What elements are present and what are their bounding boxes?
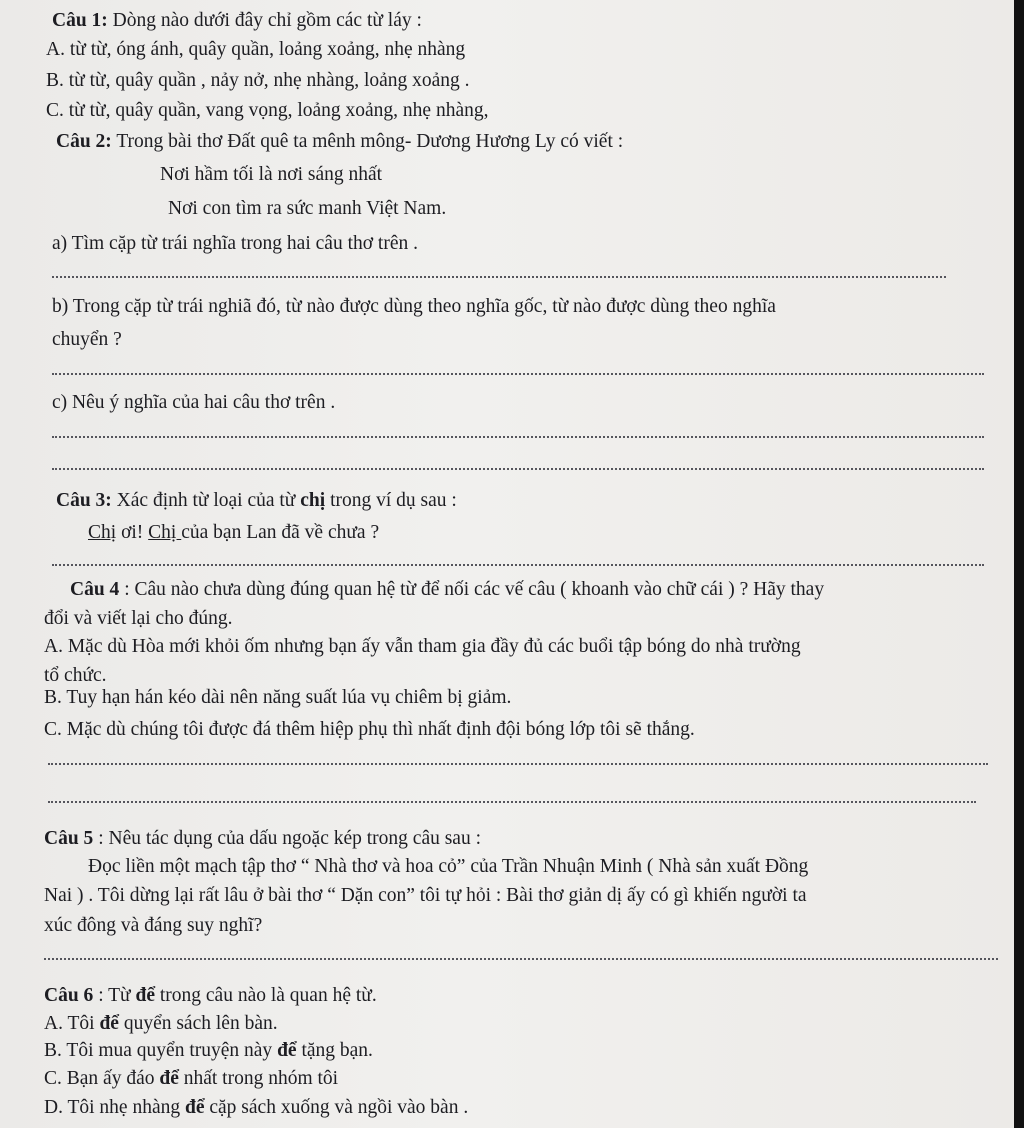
q6-option-c-post: nhất trong nhóm tôi	[178, 1068, 339, 1089]
q2-part-b-line-1: b) Trong cặp từ trái nghiã đó, từ nào được dùng theo nghĩa gốc, từ nào được dùng theo nghĩa	[52, 296, 776, 317]
q4-label: Câu 4	[70, 579, 120, 600]
answer-line	[48, 801, 976, 803]
q6-label: Câu 6	[44, 985, 94, 1006]
q4-option-a-line-1: A. Mặc dù Hòa mới khỏi ốm nhưng bạn ấy vẫn tham gia đầy đủ các buổi tập bóng do nhà trường	[44, 636, 801, 657]
answer-line	[44, 958, 998, 960]
q5-paragraph-line-2: Nai ) . Tôi dừng lại rất lâu ở bài thơ “ Dặn con” tôi tự hỏi : Bài thơ giản dị ấy có gì khiến người ta	[44, 885, 807, 906]
q6-bold-word: để	[135, 985, 155, 1006]
q6-option-b-word: để	[277, 1040, 297, 1061]
q2-label: Câu 2:	[56, 131, 112, 152]
q6-option-d	[44, 1096, 468, 1120]
q4-heading-line-2: đổi và viết lại cho đúng.	[44, 608, 233, 629]
q4-option-c: C. Mặc dù chúng tôi được đá thêm hiệp phụ thì nhất định đội bóng lớp tôi sẽ thắng.	[44, 719, 695, 740]
q6-option-d-post: cặp sách xuống và ngồi vào bàn .	[204, 1097, 469, 1118]
q6-option-c-word: để	[159, 1068, 179, 1089]
q2-poem-line-1: Nơi hầm tối là nơi sáng nhất	[160, 164, 383, 185]
q5-paragraph-line-3: xúc đông và đáng suy nghĩ?	[44, 915, 263, 936]
q6-option-c-pre: C. Bạn ấy đáo	[44, 1068, 160, 1089]
q3-example-word-1: Chị	[88, 522, 117, 543]
q1-text: Dòng nào dưới đây chỉ gồm các từ láy :	[107, 10, 422, 31]
answer-line	[52, 468, 984, 470]
q4-option-b: B. Tuy hạn hán kéo dài nên năng suất lúa vụ chiêm bị giảm.	[44, 687, 512, 708]
q5-heading	[44, 827, 481, 851]
q3-example-word-2: Chị	[148, 522, 182, 543]
q3-text-before: Xác định từ loại của từ	[111, 490, 301, 511]
q6-text-after: trong câu nào là quan hệ từ.	[154, 985, 377, 1006]
answer-line	[52, 276, 946, 278]
q6-option-a-word: để	[99, 1013, 119, 1034]
q2-poem-line-2: Nơi con tìm ra sức manh Việt Nam.	[168, 198, 447, 219]
q5-label: Câu 5	[44, 828, 94, 849]
answer-line	[52, 436, 984, 438]
answer-line	[52, 373, 984, 375]
q1-option-b: B. từ từ, quây quần , nảy nở, nhẹ nhàng, loảng xoảng .	[46, 70, 470, 91]
q3-heading	[56, 489, 457, 513]
q2-text: Trong bài thơ Đất quê ta mênh mông- Dương Hương Ly có viết :	[111, 131, 624, 152]
q1-heading	[52, 9, 422, 33]
answer-line	[48, 763, 988, 765]
q6-heading	[44, 984, 377, 1008]
q2-part-b-line-2: chuyển ?	[52, 329, 122, 350]
q6-option-b-post: tặng bạn.	[296, 1040, 373, 1061]
q2-part-a: a) Tìm cặp từ trái nghĩa trong hai câu thơ trên .	[52, 233, 418, 254]
q6-option-a	[44, 1012, 278, 1036]
q6-option-b	[44, 1039, 373, 1063]
q6-text-before: : Từ	[93, 985, 136, 1006]
q2-heading	[56, 130, 623, 154]
q4-text: : Câu nào chưa dùng đúng quan hệ từ để nối các vế câu ( khoanh vào chữ cái ) ? Hãy thay	[119, 579, 825, 600]
q5-text: : Nêu tác dụng của dấu ngoặc kép trong câu sau :	[93, 828, 482, 849]
q3-bold-word: chị	[300, 490, 326, 511]
q3-example-rest: của bạn Lan đã về chưa ?	[181, 522, 380, 543]
q6-option-d-pre: D. Tôi nhẹ nhàng	[44, 1097, 185, 1118]
q6-option-d-word: để	[185, 1097, 205, 1118]
q1-option-c: C. từ từ, quây quần, vang vọng, loảng xoảng, nhẹ nhàng,	[46, 100, 489, 121]
q3-text-after: trong ví dụ sau :	[325, 490, 457, 511]
answer-line	[52, 564, 984, 566]
q5-paragraph-line-1: Đọc liền một mạch tập thơ “ Nhà thơ và hoa cỏ” của Trần Nhuận Minh ( Nhà sản xuất Đồng	[88, 856, 809, 877]
q3-label: Câu 3:	[56, 490, 112, 511]
q6-option-b-pre: B. Tôi mua quyển truyện này	[44, 1040, 278, 1061]
q4-option-a-line-2: tổ chức.	[44, 665, 107, 686]
q6-option-a-pre: A. Tôi	[44, 1013, 100, 1034]
q2-part-c: c) Nêu ý nghĩa của hai câu thơ trên .	[52, 392, 336, 413]
q6-option-a-post: quyển sách lên bàn.	[118, 1013, 278, 1034]
photo-dark-edge	[1014, 0, 1024, 1128]
q3-example	[88, 521, 379, 545]
q6-option-c	[44, 1067, 338, 1091]
q1-option-a: A. từ từ, óng ánh, quây quần, loảng xoảng, nhẹ nhàng	[46, 39, 466, 60]
q1-label: Câu 1:	[52, 10, 108, 31]
q3-example-mid: ơi!	[116, 522, 149, 543]
q4-heading	[70, 578, 824, 602]
